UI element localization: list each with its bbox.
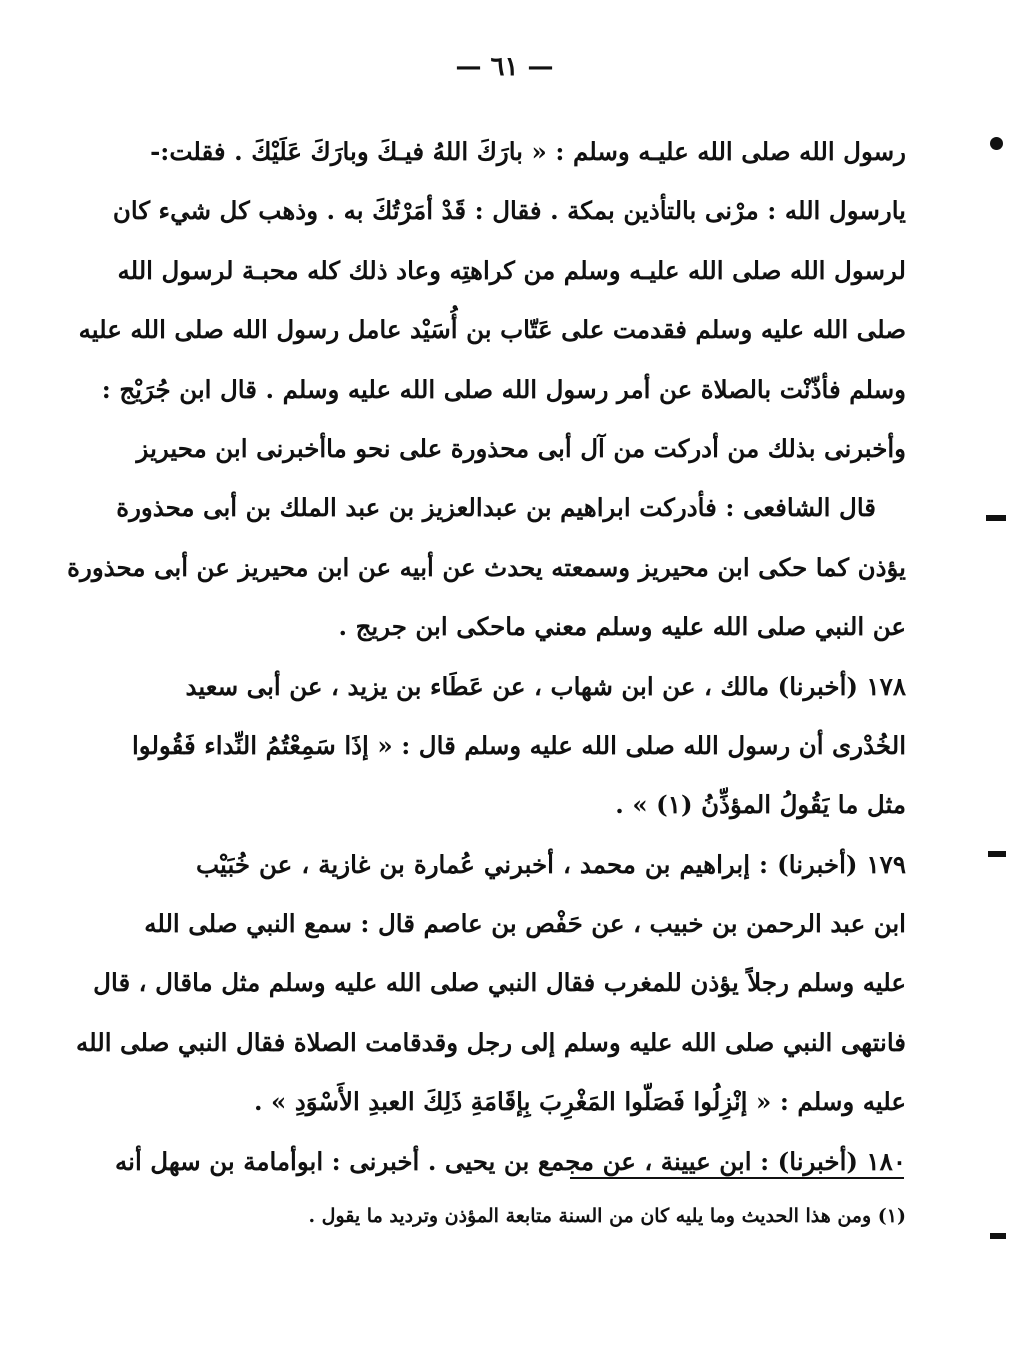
text-line: رسول الله صلى الله عليـه وسلم : « بارَكَ اللهُ فيـكَ وبارَكَ عَلَيْكَ . فقلت:- [150,137,906,166]
hadith-179-start-line: ١٧٩ (أخبرنا) : إبراهيم بن محمد ، أخبرني عُمارة بن غازية ، عن خُبَيْب [196,849,906,879]
text-line: وأخبرنى بذلك من أدركت من آل أبى محذورة على نحو ماأخبرنى ابن محيريز [136,433,906,463]
paragraph-end-line: مثل ما يَقُولُ المؤذِّنُ (١) » . [615,790,906,820]
text-line: صلى الله عليه وسلم فقدمت على عَتّاب بن أُسَيْد عامل رسول الله صلى الله عليه [78,315,906,345]
paragraph-end-line: عليه وسلم : « إنْزِلُوا فَصَلّوا المَغْرِبَ بِإقَامَةِ ذَلِكَ العبدِ الأَسْوَدِ » . [254,1087,906,1117]
text-line: عليه وسلم رجلاً يؤذن للمغرب فقال النبي صلى الله عليه وسلم مثل ماقال ، قال [93,968,906,998]
text-line: ابن عبد الرحمن بن خبيب ، عن حَفْص بن عاصم قال : سمع النبي صلى الله [144,909,906,939]
margin-binding-mark [986,515,1006,521]
text-line: الخُدْرى أن رسول الله صلى الله عليه وسلم قال : « إذَا سَمِعْتُمُ النِّداء فَقُولوا [132,730,906,760]
text-line: فانتهى النبي صلى الله عليه وسلم إلى رجل وقدقامت الصلاة فقال النبي صلى الله [75,1027,906,1057]
hadith-178-start-line: ١٧٨ (أخبرنا) مالك ، عن ابن شهاب ، عن عَطَاء بن يزيد ، عن أبى سعيد [185,671,906,701]
text-line: لرسول الله صلى الله عليـه وسلم من كراهتِه وعاد ذلك كله محبـة لرسول الله [117,255,906,285]
paragraph-start-line: قال الشافعى : فأدركت ابراهيم بن عبدالعزيز بن عبد الملك بن أبى محذورة [116,493,876,523]
hadith-180-start-line: ١٨٠ (أخبرنا) : ابن عيينة ، عن مجمع بن يحيى . أخبرنى : ابوأمامة بن سهل أنه [115,1146,906,1176]
margin-binding-mark [990,1233,1006,1239]
text-line: وسلم فأذّنْت بالصلاة عن أمر رسول الله صلى الله عليه وسلم . قال ابن جُرَيْج : [101,374,906,404]
body-text [67,122,906,1191]
page-number: — ٦١ — [455,52,554,82]
footnote-divider [570,1177,904,1179]
text-line: يارسول الله : مرْنى بالتأذين بمكة . فقال : قَدْ أمَرْتُكَ به . وذهب كل شيء كان [112,196,906,226]
paragraph-end-line: عن النبي صلى الله عليه وسلم معني ماحكى ابن جريج . [338,612,906,642]
margin-binding-mark [988,851,1006,857]
text-line: يؤذن كما حكى ابن محيريز وسمعته يحدث عن أبيه عن ابن محيريز عن أبى محذورة [67,552,906,582]
footnote: (١) ومن هذا الحديث وما يليه كان من السنة متابعة المؤذن وترديد ما يقول . [308,1205,906,1227]
margin-dot-mark [990,137,1003,150]
